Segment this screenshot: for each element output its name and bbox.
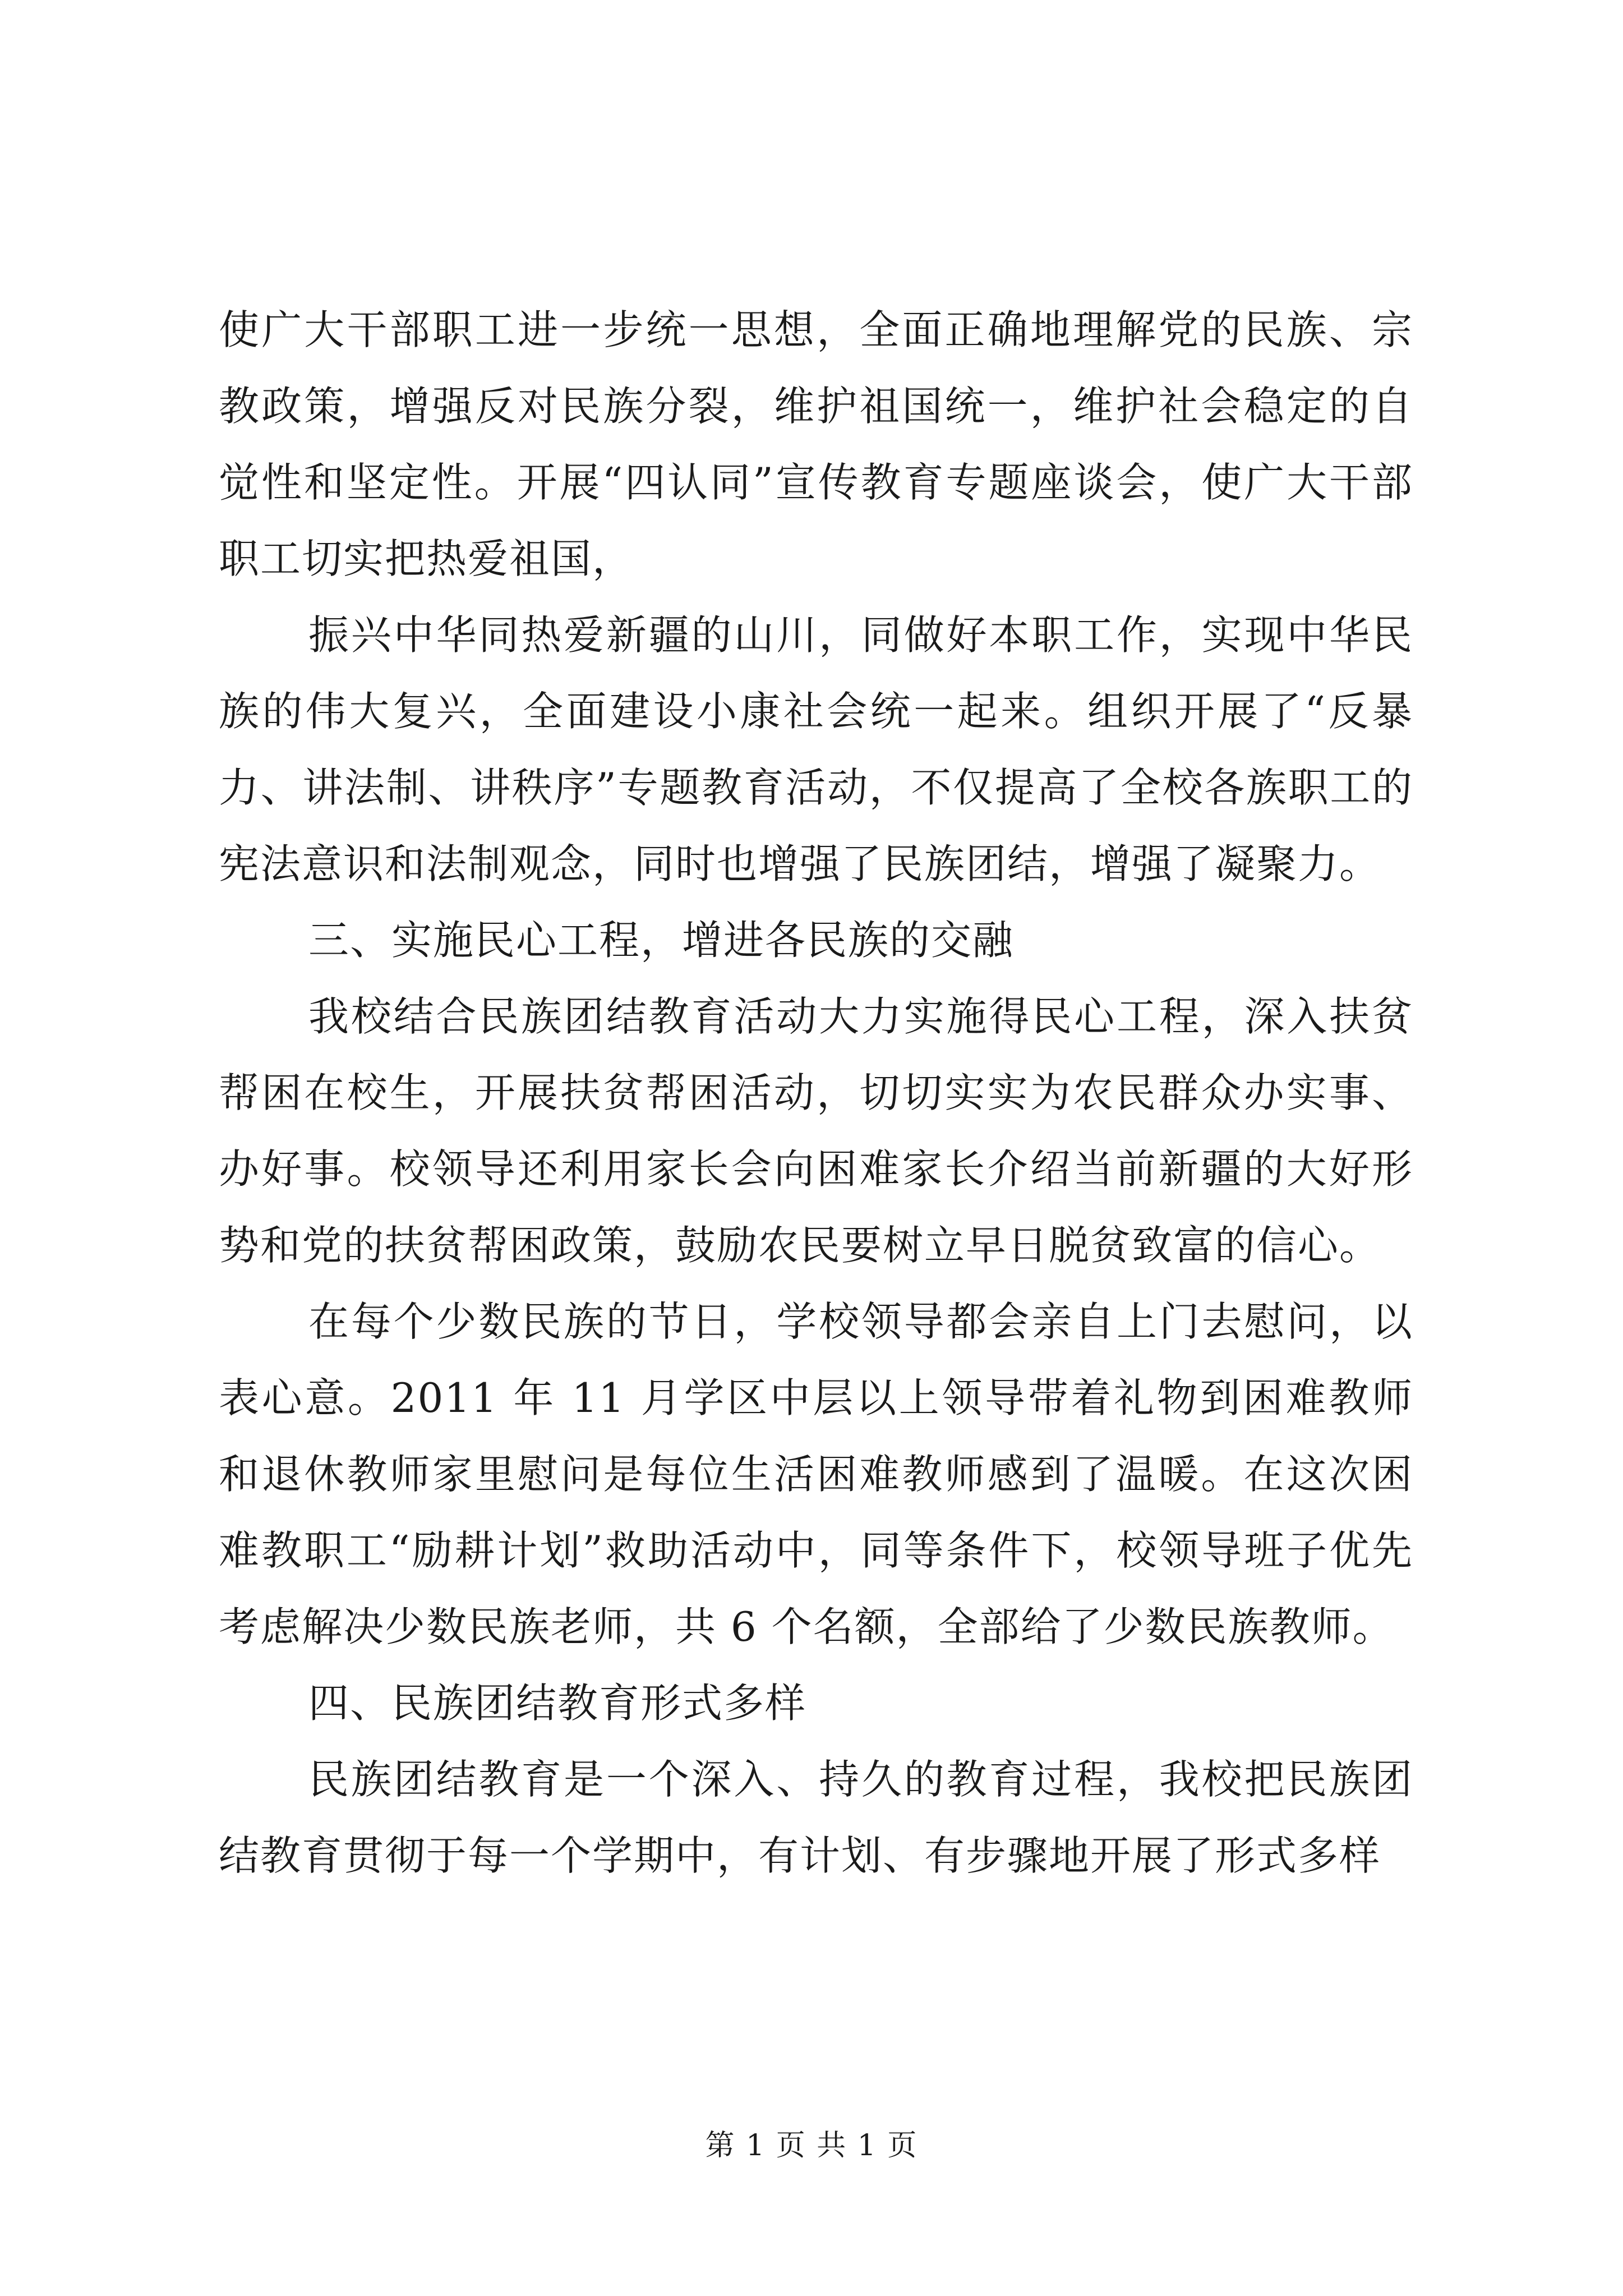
paragraph-5: 在每个少数民族的节日，学校领导都会亲自上门去慰问，以表心意。2011 年 11 月学区中层以上领导带着礼物到困难教师和退休教师家里慰问是每位生活困难教师感到了温暖。在这次困难教职工“励耕计划”救助活动中，同等条件下，校领导班子优先考虑解决少数民族老师，共 6 个名额，全部给了少数民族教师。: [219, 1298, 1413, 1650]
paragraph-4: 我校结合民族团结教育活动大力实施得民心工程，深入扶贫帮困在校生，开展扶贫帮困活动，切切实实为农民群众办实事、办好事。校领导还利用家长会向困难家长介绍当前新疆的大好形势和党的扶贫帮困政策，鼓励农民要树立早日脱贫致富的信心。: [219, 993, 1413, 1269]
section-heading-4: 四、民族团结教育形式多样: [308, 1680, 807, 1727]
paragraph-2: 振兴中华同热爱新疆的山川，同做好本职工作，实现中华民族的伟大复兴，全面建设小康社会统一起来。组织开展了“反暴力、讲法制、讲秩序”专题教育活动，不仅提高了全校各族职工的宪法意识和法制观念，同时也增强了民族团结，增强了凝聚力。: [219, 611, 1413, 887]
section-heading-3: 三、实施民心工程，增进各民族的交融: [308, 917, 1015, 964]
document-body: [219, 292, 1413, 1894]
paragraph-1: 使广大干部职工进一步统一思想，全面正确地理解党的民族、宗教政策，增强反对民族分裂，维护祖国统一，维护社会稳定的自觉性和坚定性。开展“四认同”宣传教育专题座谈会，使广大干部职工切实把热爱祖国，: [219, 306, 1413, 582]
paragraph-7: 民族团结教育是一个深入、持久的教育过程，我校把民族团结教育贯彻于每一个学期中，有计划、有步骤地开展了形式多样: [219, 1756, 1413, 1879]
page-footer: 第 1 页 共 1 页: [705, 2129, 918, 2162]
